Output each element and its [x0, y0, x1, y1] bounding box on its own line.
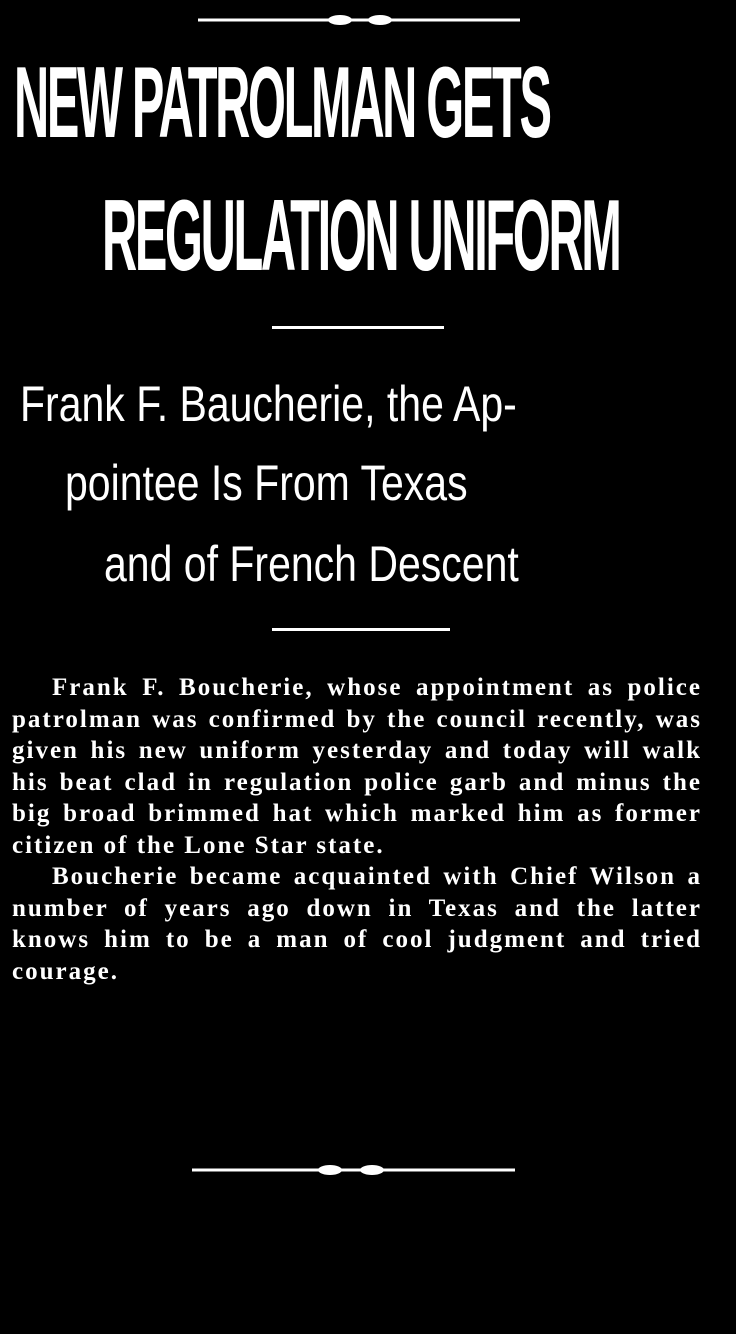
article-paragraph-2: Boucherie became acquainted with Chief Wilson a number of years ago down in Texas and the latter knows him to be a man of cool judgment and tried courage.: [12, 863, 702, 985]
headline-line-1: NEW PATROLMAN GETS: [14, 46, 550, 159]
top-ornamental-rule: [0, 10, 736, 30]
article-paragraph-1: Frank F. Boucherie, whose appointment as police patrolman was confirmed by the council recently, was given his new uniform yesterday and today will walk his beat clad in regulation police garb and minus the big broad brimmed hat which marked him as former citizen of the Lone Star state.: [12, 674, 702, 859]
article-body: [12, 672, 702, 987]
deck-line-2: pointee Is From Texas: [65, 455, 468, 511]
deck-divider: [272, 628, 450, 631]
deck-line-1: Frank F. Baucherie, the Ap-: [20, 376, 517, 432]
headline-line-2: REGULATION UNIFORM: [102, 179, 620, 292]
headline-divider: [272, 326, 444, 329]
bottom-ornamental-rule: [0, 1160, 736, 1180]
deck-line-3: and of French Descent: [104, 536, 519, 592]
